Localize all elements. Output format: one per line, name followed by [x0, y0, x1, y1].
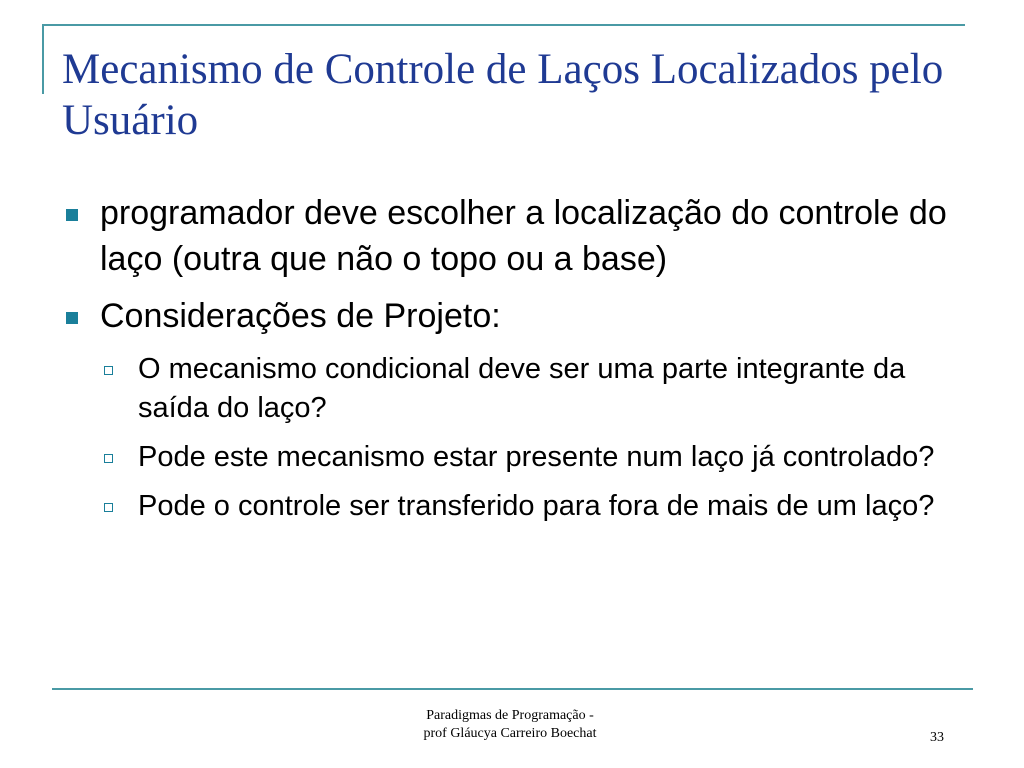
sub-bullet-item: [62, 350, 962, 428]
slide-title: Mecanismo de Controle de Laços Localizados pelo Usuário: [62, 46, 944, 144]
square-bullet-icon: [66, 209, 78, 221]
slide-content: [62, 190, 962, 536]
footer-author: prof Gláucya Carreiro Boechat: [423, 726, 597, 741]
sub-bullet-text: Pode este mecanismo estar presente num laço já controlado?: [138, 441, 935, 473]
left-rule: [42, 24, 44, 94]
top-rule: [42, 24, 965, 26]
square-bullet-icon: [66, 312, 78, 324]
footer-course: Paradigmas de Programação -: [426, 708, 594, 723]
footer-rule: [52, 688, 973, 690]
bullet-text: programador deve escolher a localização do controle do laço (outra que não o topo ou a base): [100, 194, 947, 278]
footer-text: [380, 707, 640, 743]
sub-bullet-text: O mecanismo condicional deve ser uma parte integrante da saída do laço?: [138, 353, 906, 424]
hollow-square-bullet-icon: [104, 366, 113, 375]
bullet-item: [62, 190, 962, 282]
bullet-text: Considerações de Projeto:: [100, 297, 501, 335]
sub-bullet-text: Pode o controle ser transferido para fora de mais de um laço?: [138, 490, 935, 522]
hollow-square-bullet-icon: [104, 454, 113, 463]
sub-bullet-item: [62, 438, 962, 477]
sub-bullet-item: [62, 487, 962, 526]
bullet-item: [62, 293, 962, 339]
hollow-square-bullet-icon: [104, 503, 113, 512]
page-number: 33: [930, 730, 944, 745]
